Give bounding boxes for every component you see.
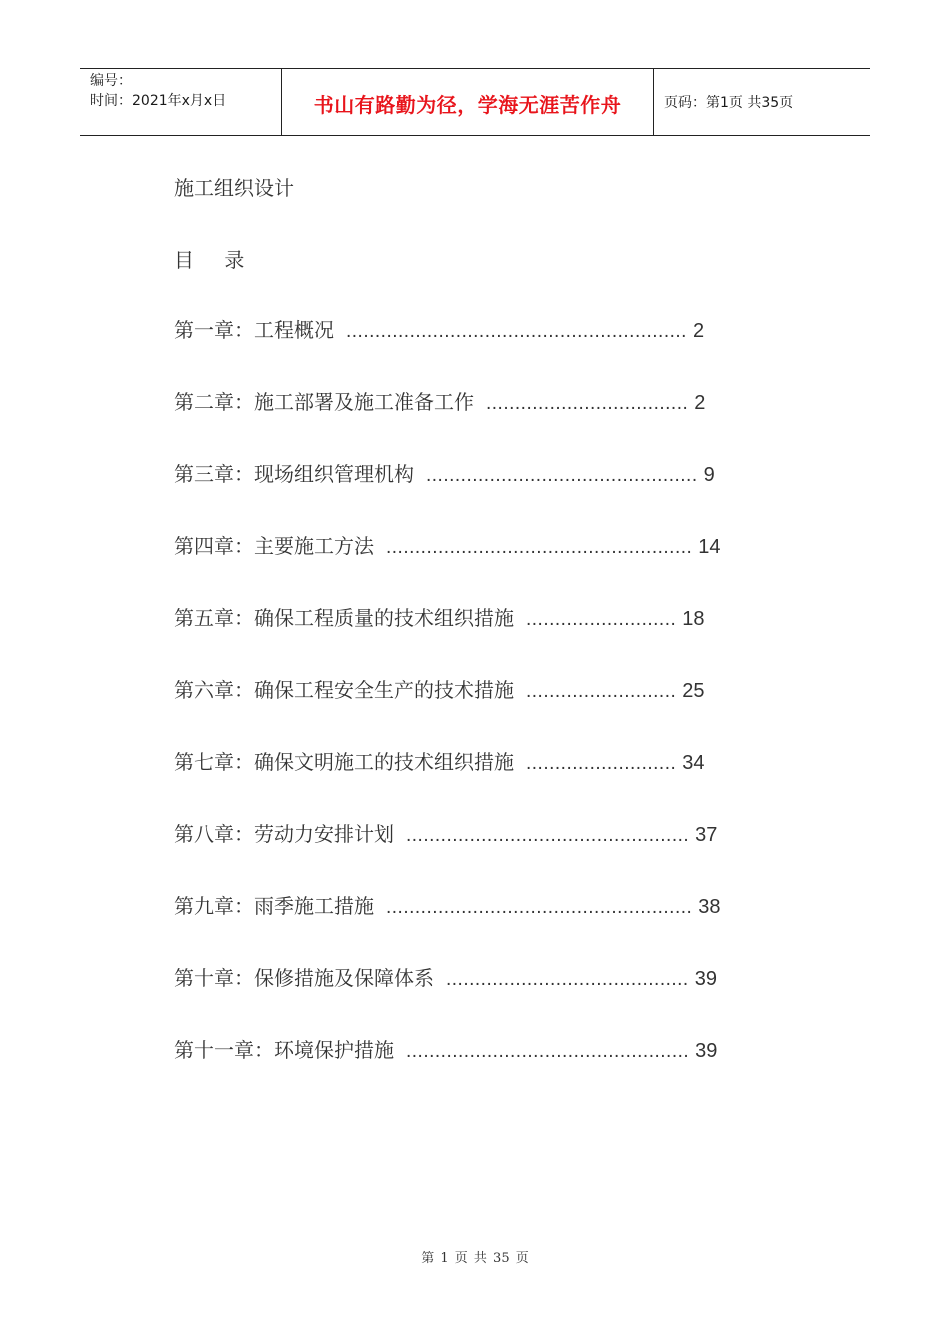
header-meta-cell xyxy=(80,69,282,135)
header-motto-cell xyxy=(282,69,654,135)
toc-entry-page: 38 xyxy=(698,896,721,918)
toc-entry-leader: ................................................. xyxy=(406,825,690,846)
toc-entry-leader: ..................................................... xyxy=(386,537,693,558)
toc-entry-page: 37 xyxy=(695,824,718,846)
toc-entry-leader: ................................................. xyxy=(406,1041,690,1062)
toc-entry[interactable] xyxy=(174,674,705,703)
toc-entry-page: 2 xyxy=(692,320,705,342)
document-title: 施工组织设计 xyxy=(174,176,294,200)
toc-entry-label: 第十章：保修措施及保障体系 xyxy=(174,966,434,990)
toc-entry-leader: ..................................................... xyxy=(386,897,693,918)
toc-entry[interactable] xyxy=(174,602,705,631)
toc-entry-label: 第五章：确保工程质量的技术组织措施 xyxy=(174,606,514,630)
header-motto: 书山有路勤为径，学海无涯苦作舟 xyxy=(313,92,622,117)
toc-entry[interactable] xyxy=(174,314,704,343)
toc-entry[interactable] xyxy=(174,530,721,559)
header-page-cell xyxy=(654,69,870,135)
toc-entry-label: 第七章：确保文明施工的技术组织措施 xyxy=(174,750,514,774)
toc-entry[interactable] xyxy=(174,818,717,847)
toc-heading: 目 录 xyxy=(174,248,257,272)
header-page-info: 页码：第1页 共35页 xyxy=(664,95,794,111)
toc-entry-leader: .......................... xyxy=(526,753,677,774)
toc-entry-page: 25 xyxy=(682,680,705,702)
toc-entry-label: 第十一章：环境保护措施 xyxy=(174,1038,394,1062)
toc-entry-label: 第八章：劳动力安排计划 xyxy=(174,822,394,846)
page-header xyxy=(80,68,870,136)
toc-entry-leader: .......................... xyxy=(526,681,677,702)
toc-entry-label: 第四章：主要施工方法 xyxy=(174,534,374,558)
toc-entry-leader: ........................................................... xyxy=(346,321,687,342)
toc-entry-page: 39 xyxy=(694,968,717,990)
toc-entry-label: 第二章：施工部署及施工准备工作 xyxy=(174,390,474,414)
toc-entry-leader: ............................................... xyxy=(426,465,698,486)
toc-entry-label: 第三章：现场组织管理机构 xyxy=(174,462,414,486)
header-time-label: 时间：2021年x月x日 xyxy=(90,93,227,109)
toc-entry[interactable] xyxy=(174,458,715,487)
toc-entry-page: 39 xyxy=(695,1040,718,1062)
toc-entry[interactable] xyxy=(174,1034,717,1063)
toc-entry-page: 18 xyxy=(682,608,705,630)
toc-entry-page: 14 xyxy=(698,536,721,558)
toc-entry-leader: .......................... xyxy=(526,609,677,630)
page-footer: 第 1 页 共 35 页 xyxy=(421,1251,529,1266)
toc-entry[interactable] xyxy=(174,746,705,775)
toc-entry-leader: .......................................... xyxy=(446,969,689,990)
toc-entry[interactable] xyxy=(174,386,705,415)
toc-entry-leader: ................................... xyxy=(486,393,689,414)
toc-entry-label: 第六章：确保工程安全生产的技术措施 xyxy=(174,678,514,702)
toc-entry[interactable] xyxy=(174,890,721,919)
header-number-label: 编号： xyxy=(90,73,132,89)
toc-entry[interactable] xyxy=(174,962,717,991)
toc-entry-label: 第一章：工程概况 xyxy=(174,318,334,342)
toc-entry-page: 9 xyxy=(703,464,715,486)
toc-entry-page: 34 xyxy=(682,752,705,774)
toc-entry-label: 第九章：雨季施工措施 xyxy=(174,894,374,918)
toc-entry-page: 2 xyxy=(694,392,706,414)
